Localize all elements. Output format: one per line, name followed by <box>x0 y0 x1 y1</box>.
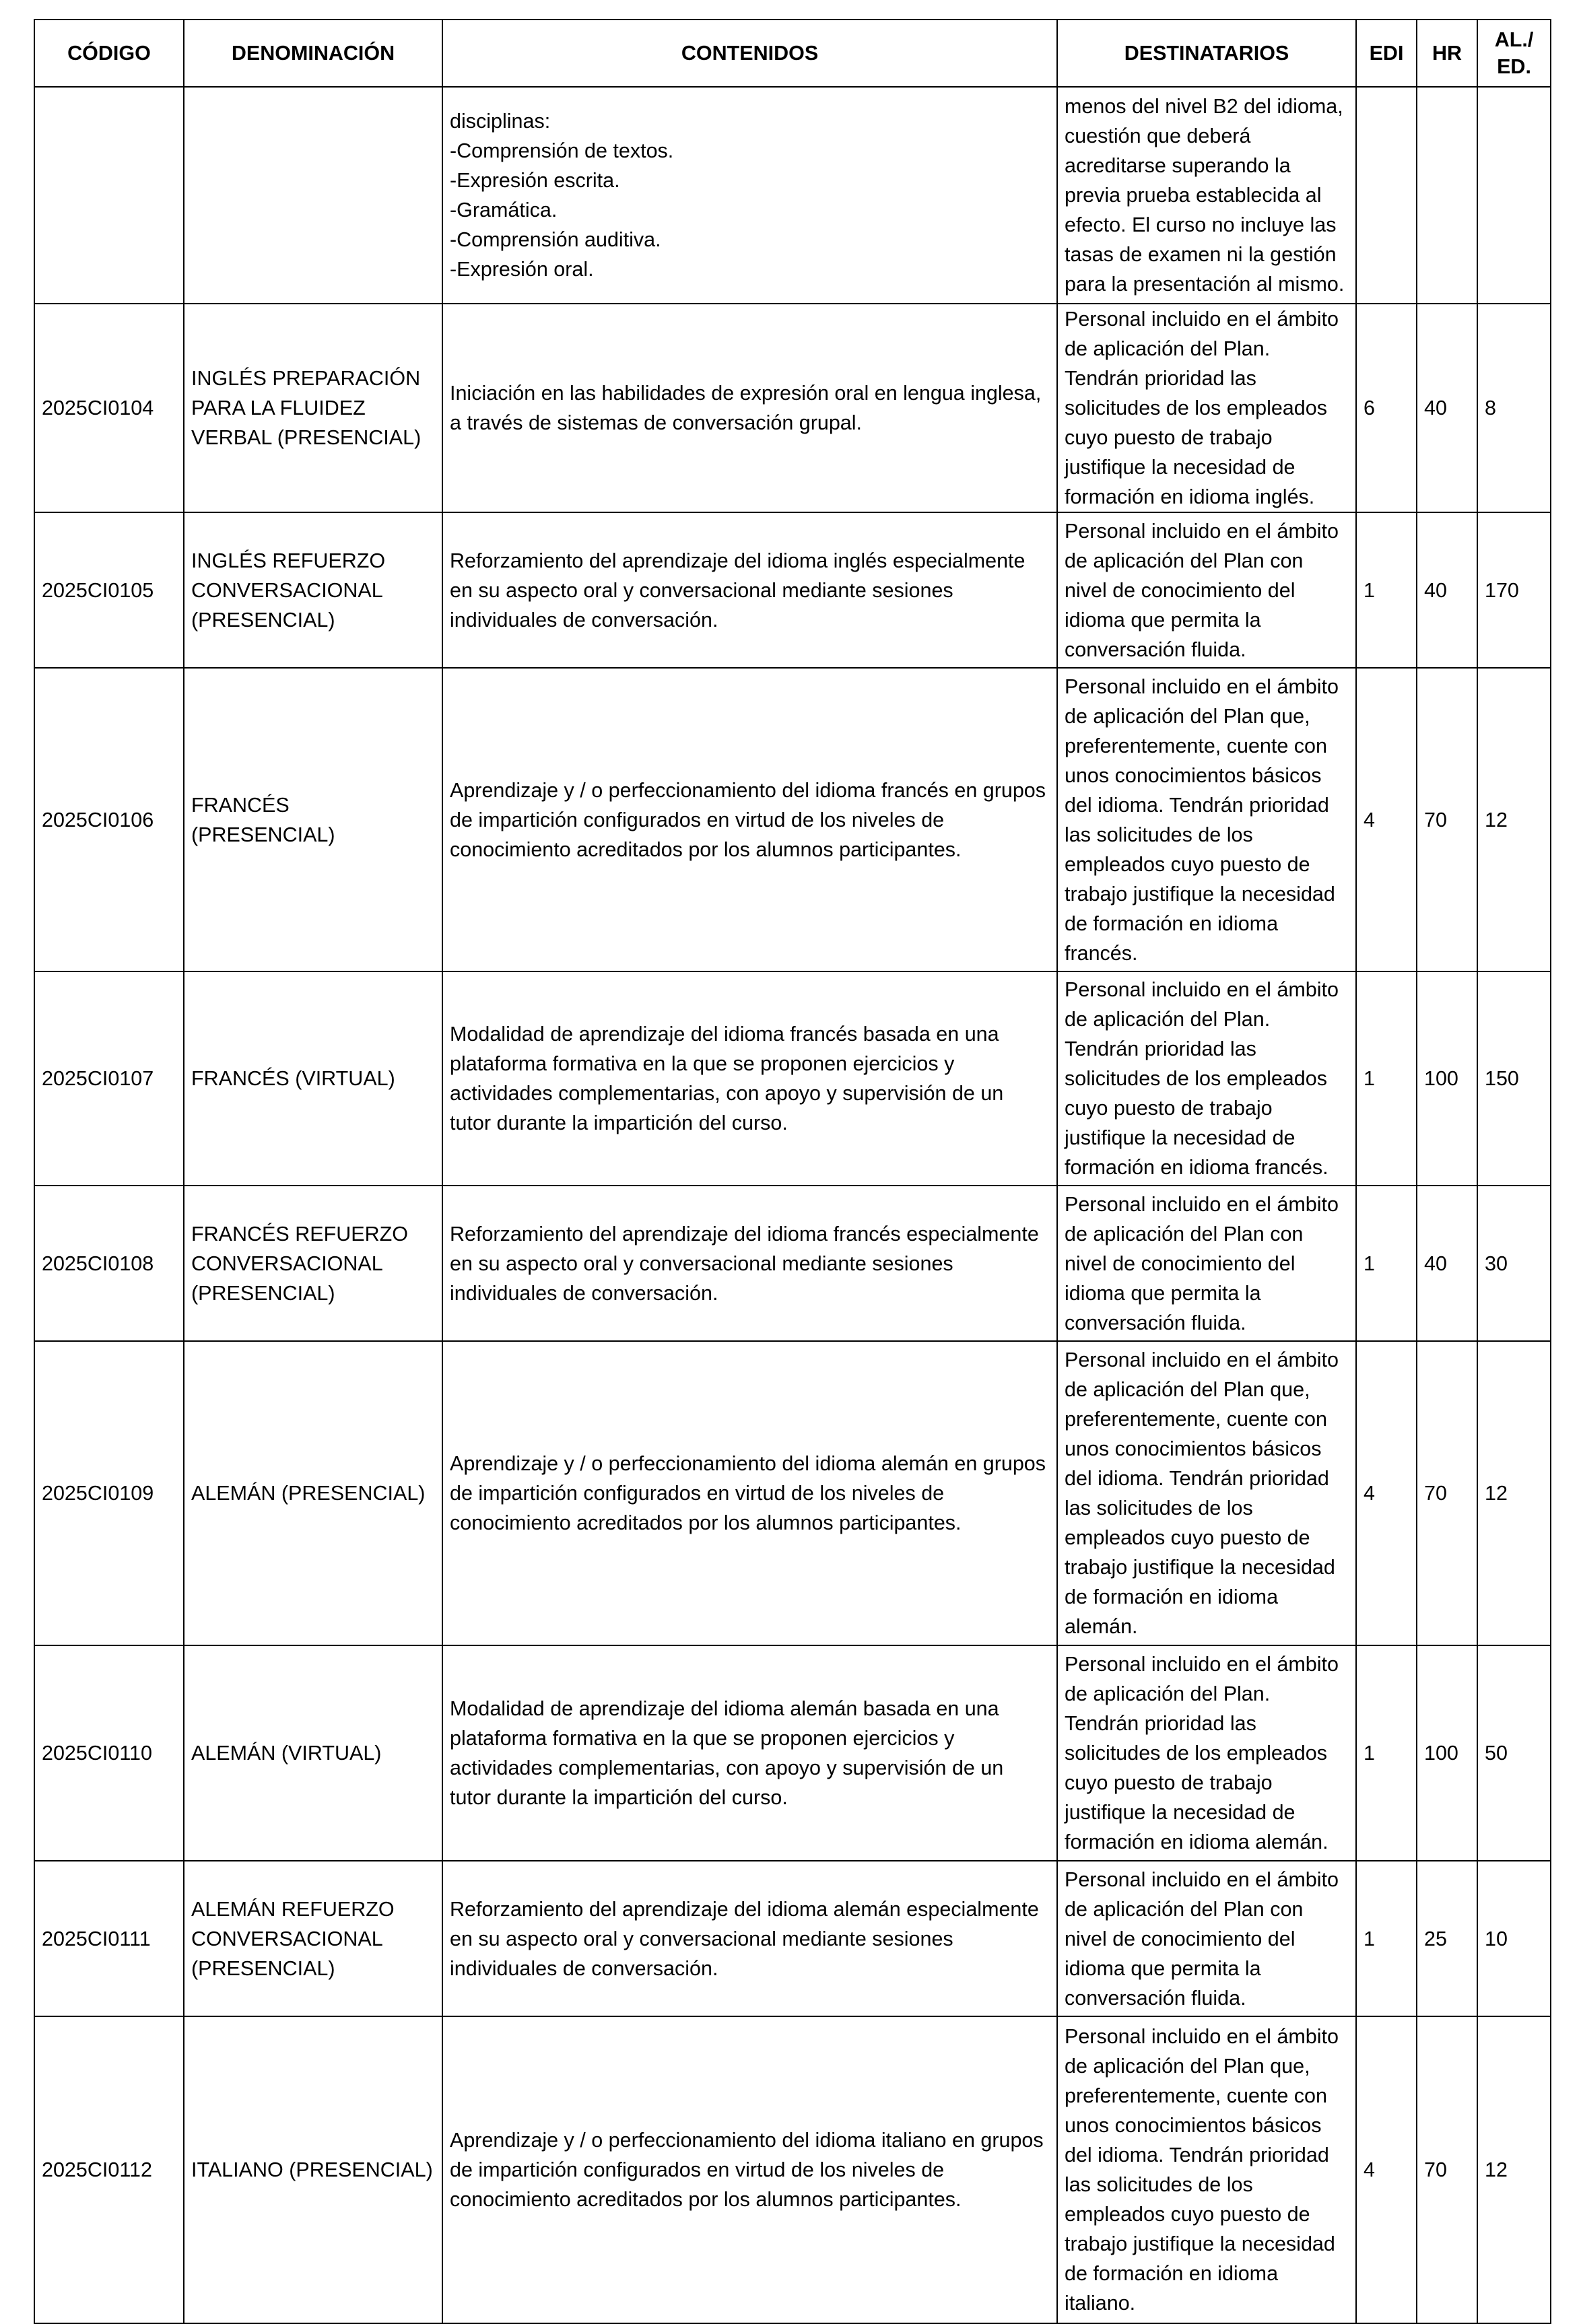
header-al-ed: AL./ ED. <box>1477 20 1551 87</box>
cell-denominacion: INGLÉS PREPARACIÓN PARA LA FLUIDEZ VERBAL (PRESENCIAL) <box>184 304 442 512</box>
cell-denominacion: FRANCÉS (VIRTUAL) <box>184 971 442 1186</box>
table-row <box>34 1341 1551 1645</box>
cell-destinatarios: Personal incluido en el ámbito de aplicación del Plan. Tendrán prioridad las solicitudes de los empleados cuyo puesto de trabajo justifique la necesidad de formación en idioma alemán. <box>1057 1645 1356 1861</box>
cell-hr: 40 <box>1417 512 1477 668</box>
cell-codigo: 2025CI0105 <box>34 512 184 668</box>
cell-al-ed: 30 <box>1477 1186 1551 1341</box>
cell-contenidos: Modalidad de aprendizaje del idioma alemán basada en una plataforma formativa en la que se proponen ejercicios y actividades complementarias, con apoyo y supervisión de un tutor durante la impartición del curso. <box>442 1645 1057 1861</box>
table-row <box>34 304 1551 512</box>
cell-codigo: 2025CI0111 <box>34 1861 184 2016</box>
cell-denominacion: ALEMÁN REFUERZO CONVERSACIONAL (PRESENCIAL) <box>184 1861 442 2016</box>
header-edi: EDI <box>1356 20 1417 87</box>
cell-hr: 70 <box>1417 1341 1477 1645</box>
cell-hr: 100 <box>1417 971 1477 1186</box>
cell-destinatarios: Personal incluido en el ámbito de aplicación del Plan con nivel de conocimiento del idioma que permita la conversación fluida. <box>1057 512 1356 668</box>
cell-destinatarios: Personal incluido en el ámbito de aplicación del Plan que, preferentemente, cuente con unos conocimientos básicos del idioma. Tendrán prioridad las solicitudes de los empleados cuyo puesto de trabajo justifique la necesidad de formación en idioma alemán. <box>1057 1341 1356 1645</box>
cell-edi: 1 <box>1356 1186 1417 1341</box>
cell-denominacion: INGLÉS REFUERZO CONVERSACIONAL (PRESENCIAL) <box>184 512 442 668</box>
cell-denominacion <box>184 87 442 304</box>
table-header-row <box>34 20 1551 87</box>
cell-denominacion: FRANCÉS (PRESENCIAL) <box>184 668 442 971</box>
cell-destinatarios: Personal incluido en el ámbito de aplicación del Plan con nivel de conocimiento del idioma que permita la conversación fluida. <box>1057 1861 1356 2016</box>
cell-al-ed: 10 <box>1477 1861 1551 2016</box>
cell-contenidos: Reforzamiento del aprendizaje del idioma francés especialmente en su aspecto oral y conversacional mediante sesiones individuales de conversación. <box>442 1186 1057 1341</box>
cell-edi: 4 <box>1356 668 1417 971</box>
cell-al-ed: 12 <box>1477 2016 1551 2323</box>
cell-denominacion: ALEMÁN (VIRTUAL) <box>184 1645 442 1861</box>
table-row <box>34 971 1551 1186</box>
table-row <box>34 1645 1551 1861</box>
cell-codigo <box>34 87 184 304</box>
cell-codigo: 2025CI0107 <box>34 971 184 1186</box>
cell-contenidos: Iniciación en las habilidades de expresión oral en lengua inglesa, a través de sistemas de conversación grupal. <box>442 304 1057 512</box>
cell-edi: 1 <box>1356 1861 1417 2016</box>
cell-hr: 70 <box>1417 2016 1477 2323</box>
header-contenidos: CONTENIDOS <box>442 20 1057 87</box>
cell-edi: 1 <box>1356 512 1417 668</box>
cell-denominacion: FRANCÉS REFUERZO CONVERSACIONAL (PRESENCIAL) <box>184 1186 442 1341</box>
cell-destinatarios: menos del nivel B2 del idioma, cuestión que deberá acreditarse superando la previa prueba establecida al efecto. El curso no incluye las tasas de examen ni la gestión para la presentación al mismo. <box>1057 87 1356 304</box>
cell-contenidos: Modalidad de aprendizaje del idioma francés basada en una plataforma formativa en la que se proponen ejercicios y actividades complementarias, con apoyo y supervisión de un tutor durante la impartición del curso. <box>442 971 1057 1186</box>
cell-al-ed: 12 <box>1477 668 1551 971</box>
cell-codigo: 2025CI0106 <box>34 668 184 971</box>
cell-contenidos: Reforzamiento del aprendizaje del idioma alemán especialmente en su aspecto oral y conversacional mediante sesiones individuales de conversación. <box>442 1861 1057 2016</box>
cell-al-ed: 150 <box>1477 971 1551 1186</box>
cell-codigo: 2025CI0110 <box>34 1645 184 1861</box>
cell-hr: 100 <box>1417 1645 1477 1861</box>
cell-contenidos: disciplinas: -Comprensión de textos. -Expresión escrita. -Gramática. -Comprensión auditiva. -Expresión oral. <box>442 87 1057 304</box>
cell-hr: 25 <box>1417 1861 1477 2016</box>
cell-al-ed <box>1477 87 1551 304</box>
cell-hr: 40 <box>1417 1186 1477 1341</box>
table-row <box>34 512 1551 668</box>
header-hr: HR <box>1417 20 1477 87</box>
cell-edi: 4 <box>1356 1341 1417 1645</box>
courses-table <box>34 19 1551 2324</box>
cell-edi: 6 <box>1356 304 1417 512</box>
cell-codigo: 2025CI0108 <box>34 1186 184 1341</box>
cell-edi: 4 <box>1356 2016 1417 2323</box>
cell-denominacion: ITALIANO (PRESENCIAL) <box>184 2016 442 2323</box>
cell-hr: 40 <box>1417 304 1477 512</box>
header-denominacion: DENOMINACIÓN <box>184 20 442 87</box>
cell-denominacion: ALEMÁN (PRESENCIAL) <box>184 1341 442 1645</box>
table-row <box>34 1186 1551 1341</box>
cell-al-ed: 50 <box>1477 1645 1551 1861</box>
cell-hr: 70 <box>1417 668 1477 971</box>
cell-al-ed: 12 <box>1477 1341 1551 1645</box>
cell-destinatarios: Personal incluido en el ámbito de aplicación del Plan con nivel de conocimiento del idioma que permita la conversación fluida. <box>1057 1186 1356 1341</box>
cell-codigo: 2025CI0104 <box>34 304 184 512</box>
cell-al-ed: 8 <box>1477 304 1551 512</box>
cell-destinatarios: Personal incluido en el ámbito de aplicación del Plan que, preferentemente, cuente con unos conocimientos básicos del idioma. Tendrán prioridad las solicitudes de los empleados cuyo puesto de trabajo justifique la necesidad de formación en idioma francés. <box>1057 668 1356 971</box>
cell-contenidos: Reforzamiento del aprendizaje del idioma inglés especialmente en su aspecto oral y conversacional mediante sesiones individuales de conversación. <box>442 512 1057 668</box>
cell-codigo: 2025CI0112 <box>34 2016 184 2323</box>
cell-hr <box>1417 87 1477 304</box>
cell-destinatarios: Personal incluido en el ámbito de aplicación del Plan que, preferentemente, cuente con unos conocimientos básicos del idioma. Tendrán prioridad las solicitudes de los empleados cuyo puesto de trabajo justifique la necesidad de formación en idioma italiano. <box>1057 2016 1356 2323</box>
cell-destinatarios: Personal incluido en el ámbito de aplicación del Plan. Tendrán prioridad las solicitudes de los empleados cuyo puesto de trabajo justifique la necesidad de formación en idioma inglés. <box>1057 304 1356 512</box>
table-row <box>34 87 1551 304</box>
cell-codigo: 2025CI0109 <box>34 1341 184 1645</box>
cell-contenidos: Aprendizaje y / o perfeccionamiento del idioma francés en grupos de impartición configurados en virtud de los niveles de conocimiento acreditados por los alumnos participantes. <box>442 668 1057 971</box>
cell-edi: 1 <box>1356 971 1417 1186</box>
header-codigo: CÓDIGO <box>34 20 184 87</box>
cell-destinatarios: Personal incluido en el ámbito de aplicación del Plan. Tendrán prioridad las solicitudes de los empleados cuyo puesto de trabajo justifique la necesidad de formación en idioma francés. <box>1057 971 1356 1186</box>
table-row <box>34 668 1551 971</box>
cell-contenidos: Aprendizaje y / o perfeccionamiento del idioma italiano en grupos de impartición configurados en virtud de los niveles de conocimiento acreditados por los alumnos participantes. <box>442 2016 1057 2323</box>
cell-edi: 1 <box>1356 1645 1417 1861</box>
table-row <box>34 1861 1551 2016</box>
table-row <box>34 2016 1551 2323</box>
cell-contenidos: Aprendizaje y / o perfeccionamiento del idioma alemán en grupos de impartición configurados en virtud de los niveles de conocimiento acreditados por los alumnos participantes. <box>442 1341 1057 1645</box>
cell-al-ed: 170 <box>1477 512 1551 668</box>
header-destinatarios: DESTINATARIOS <box>1057 20 1356 87</box>
cell-edi <box>1356 87 1417 304</box>
